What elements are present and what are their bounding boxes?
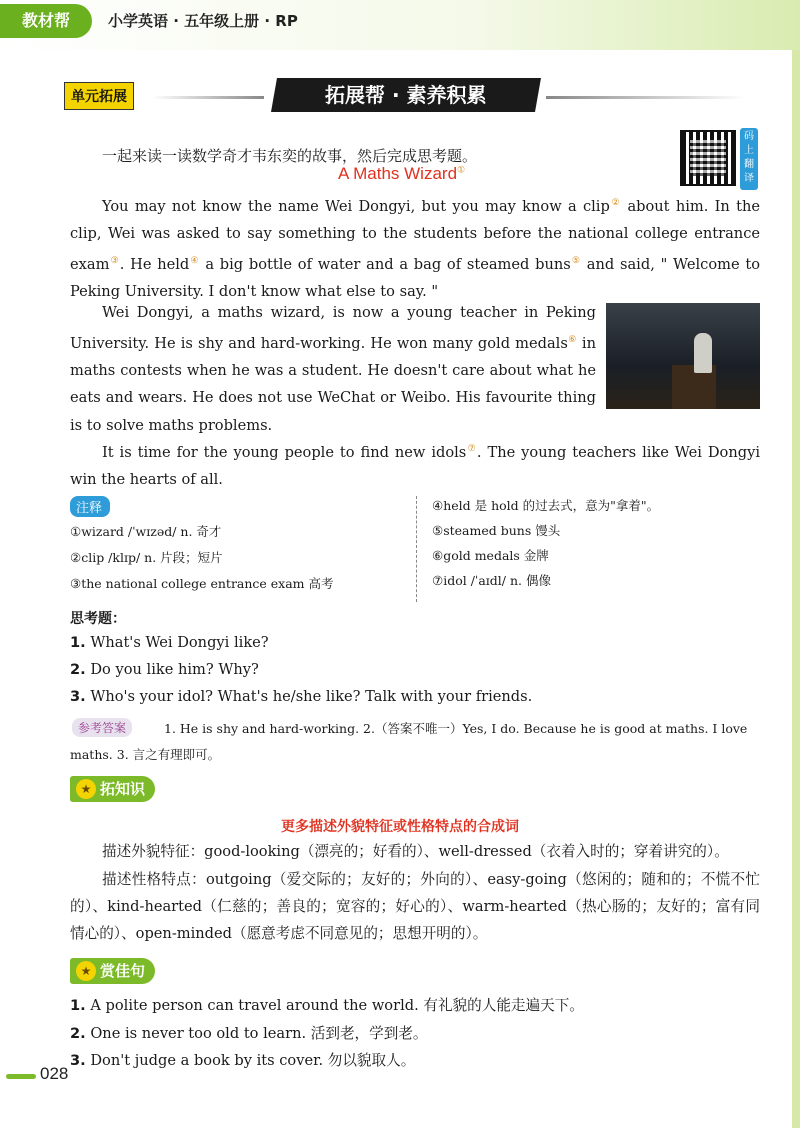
question-number: 2.: [70, 661, 86, 678]
knowledge-tag: [70, 776, 155, 802]
question-number: 3.: [70, 688, 86, 705]
text-run: You may not know the name Wei Dongyi, but you may know a clip: [102, 197, 610, 215]
text-run: . The young teachers like Wei Dongyi win the hearts of all.: [70, 443, 760, 489]
notes-divider: [416, 496, 417, 602]
footnote-marker: ②: [609, 198, 622, 208]
sentence-number: 3.: [70, 1052, 86, 1069]
notes-tag: 注释: [70, 496, 110, 517]
story-title: [338, 164, 465, 184]
note-item: ④held 是 hold 的过去式，意为"拿着"。: [432, 498, 660, 513]
sentence-number: 2.: [70, 1025, 86, 1042]
lecture-photo: [606, 303, 760, 409]
story-paragraph-3: [70, 436, 760, 494]
note-item: ⑤steamed buns 馒头: [432, 523, 561, 538]
note-item: ③the national college entrance exam 高考: [70, 576, 334, 591]
unit-badge: 单元拓展: [64, 82, 134, 110]
answer-line: 1. He is shy and hard-working. 2.（答案不唯一）Yes, I do. Because he is good at maths. I love: [164, 721, 748, 736]
knowledge-subtitle: 更多描述外貌特征或性格特点的合成词: [281, 819, 519, 835]
story-title-text: A Maths Wizard: [338, 164, 458, 183]
sentence-number: 1.: [70, 997, 86, 1014]
banner-rule-right: [546, 96, 746, 99]
note-item: ⑦idol /ˈaɪdl/ n. 偶像: [432, 573, 551, 588]
footnote-marker: ③: [109, 255, 120, 266]
question-item: [70, 661, 259, 678]
question-text: Who's your idol? What's he/she like? Talk with your friends.: [90, 688, 533, 705]
text-run: Wei Dongyi, a maths wizard, is now a young teacher in Peking University. He is shy and hard-working. He won many gold medals: [70, 304, 596, 352]
question-item: [70, 688, 532, 705]
question-item: [70, 634, 269, 651]
footnote-marker: ④: [189, 255, 200, 266]
sentence-text: A polite person can travel around the world. 有礼貌的人能走遍天下。: [90, 997, 584, 1014]
sentence-text: One is never too old to learn. 活到老，学到老。: [90, 1025, 428, 1042]
note-item: ①wizard /ˈwɪzəd/ n. 奇才: [70, 524, 222, 539]
footnote-marker: ⑥: [567, 334, 577, 345]
question-text: Do you like him? Why?: [90, 661, 259, 678]
page-edge-strip: [792, 50, 800, 1128]
text-run: It is time for the young people to find new idols: [102, 443, 467, 461]
answer-tag: 参考答案: [72, 718, 132, 737]
star-icon: ★: [76, 961, 96, 981]
knowledge-line: 描述性格特点：outgoing（爱交际的；友好的；外向的）、easy-going（悠闲的；随和的；不慌不忙的）、kind-hearted（仁慈的；善良的；宽容的；好心的）、warm-hearted（热心肠的；友好的；富有同情心的）、open-minded（愿意考虑不同意见的；思想开明的）。: [70, 871, 760, 942]
text-run: a big bottle of water and a bag of steamed buns: [199, 255, 571, 273]
qr-code-icon[interactable]: [680, 130, 736, 186]
page-number: 028: [40, 1064, 69, 1083]
footnote-marker: ⑦: [466, 444, 477, 454]
sentence-item: [70, 994, 584, 1015]
section-banner-label: 拓展帮 · 素养积累: [325, 83, 487, 107]
section-banner: [271, 78, 541, 112]
think-title: 思考题：: [70, 611, 126, 627]
story-paragraph-1: [70, 190, 760, 306]
qr-label: 码上翻译: [740, 128, 758, 190]
sentences-tag: [70, 958, 155, 984]
sentence-item: [70, 1049, 415, 1070]
note-item: ⑥gold medals 金牌: [432, 548, 549, 563]
text-run: and said, " Welcome to Peking University. I don't know what else to say. ": [70, 255, 760, 301]
footnote-marker: ⑤: [570, 255, 582, 266]
page-number-decoration: [6, 1074, 36, 1079]
intro-text: 一起来读一读数学奇才韦东奕的故事，然后完成思考题。: [102, 147, 478, 165]
book-title: 小学英语 · 五年级上册 · RP: [108, 12, 298, 30]
sentences-tag-label: 赏佳句: [100, 962, 146, 980]
text-run: in maths contests when he was a student. He doesn't care about what he eats and wears. He does not use WeChat or Weibo. His favourite thing is to solve maths problems.: [70, 334, 596, 434]
knowledge-line: 描述外貌特征：good-looking（漂亮的；好看的）、well-dressed（衣着入时的；穿着讲究的）。: [102, 843, 729, 860]
star-icon: ★: [76, 779, 96, 799]
footnote-marker: ①: [457, 164, 466, 175]
story-paragraph-2: [70, 299, 596, 439]
knowledge-tag-label: 拓知识: [100, 780, 146, 798]
page-header: [0, 0, 800, 50]
note-item: ②clip /klɪp/ n. 片段；短片: [70, 550, 223, 565]
text-run: about him. In the clip, Wei was asked to say something to the students before the national college entrance exam: [70, 197, 760, 273]
answer-line: maths. 3. 言之有理即可。: [70, 747, 221, 762]
banner-rule-left: [152, 96, 264, 99]
sentence-text: Don't judge a book by its cover. 勿以貌取人。: [90, 1052, 416, 1069]
sentence-item: [70, 1022, 428, 1043]
question-text: What's Wei Dongyi like?: [90, 634, 269, 651]
text-run: . He held: [119, 255, 190, 273]
question-number: 1.: [70, 634, 86, 651]
brand-tab: 教材帮: [0, 4, 92, 38]
